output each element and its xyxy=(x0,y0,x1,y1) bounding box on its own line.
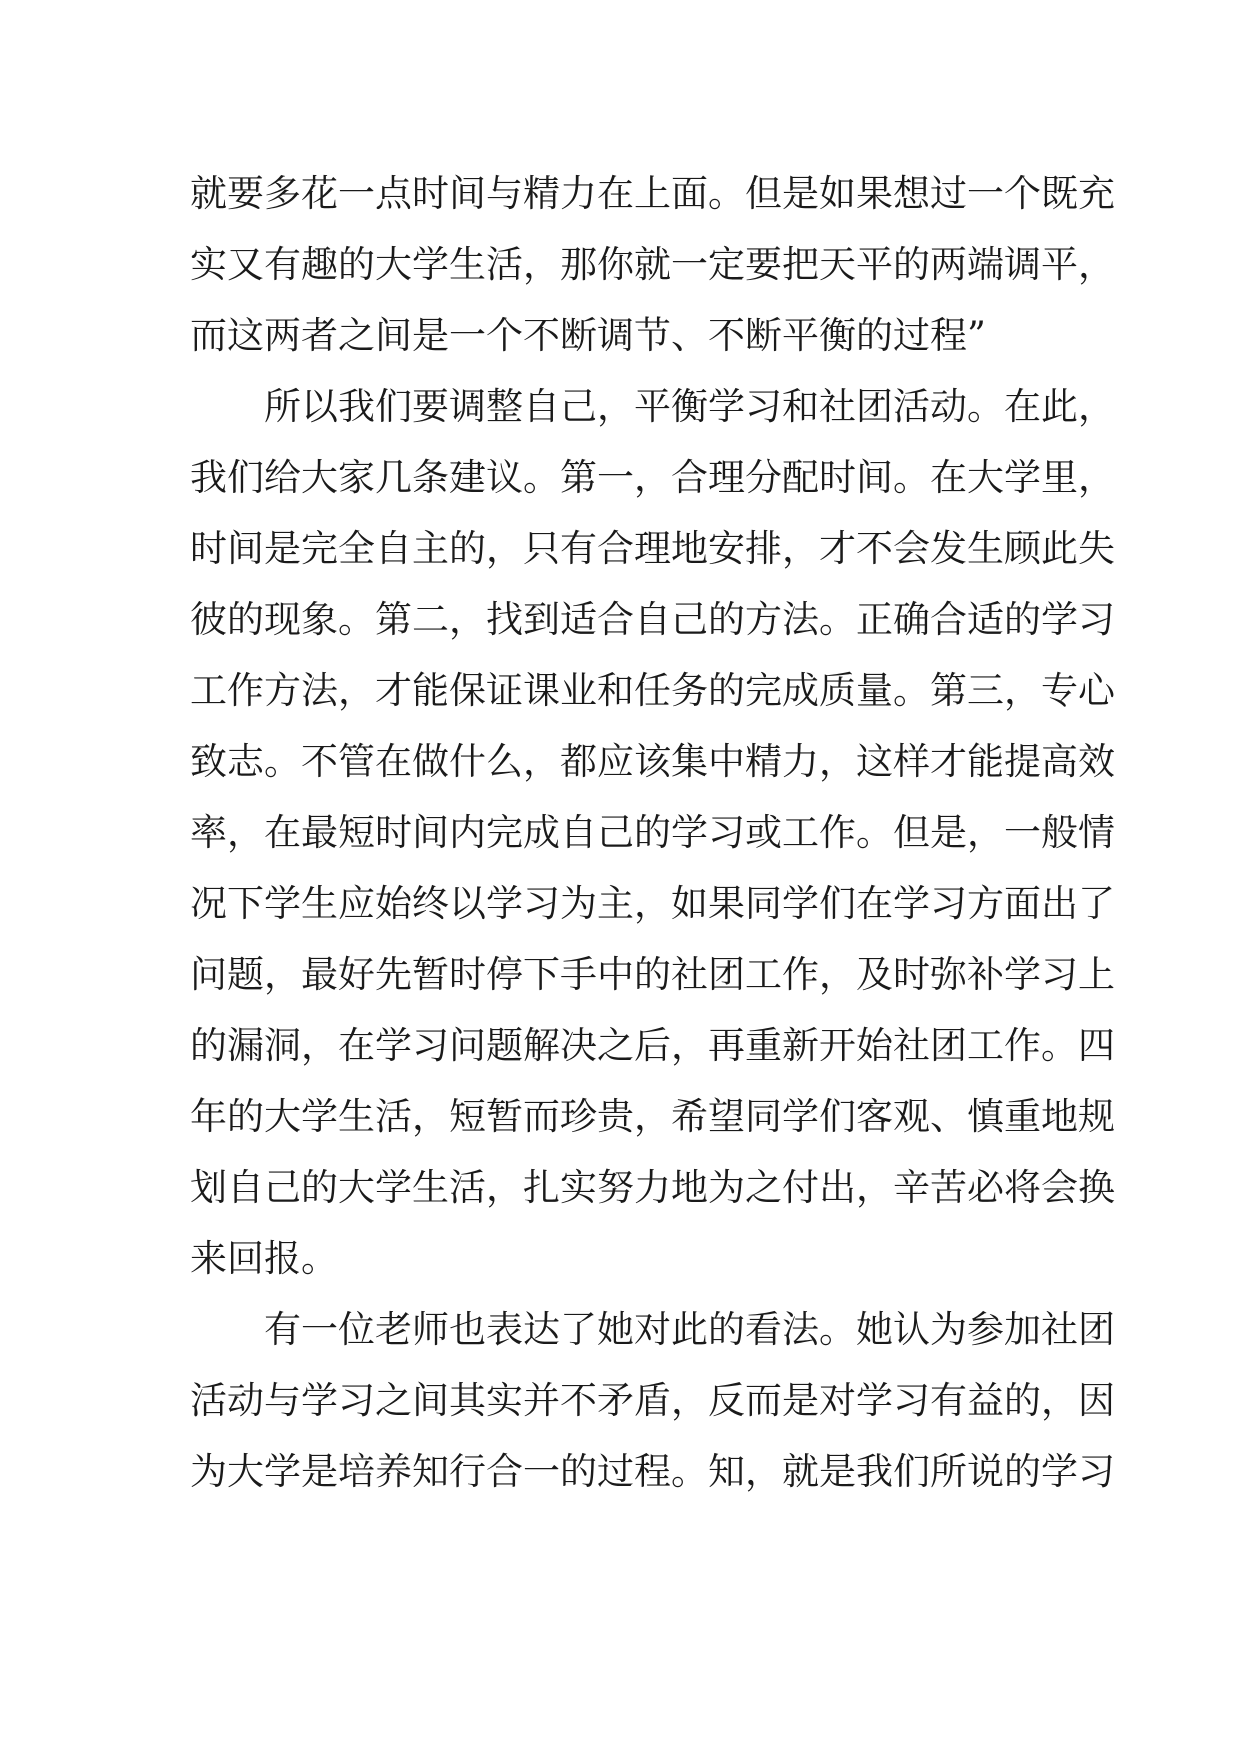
text-line: 为大学是培养知行合一的过程。知，就是我们所说的学习 xyxy=(190,1450,1115,1493)
text-line: 致志。不管在做什么，都应该集中精力，这样才能提高效 xyxy=(190,740,1115,783)
text-line: 率，在最短时间内完成自己的学习或工作。但是，一般情 xyxy=(190,811,1115,854)
text-line: 的漏洞，在学习问题解决之后，再重新开始社团工作。四 xyxy=(190,1024,1115,1067)
text-line: 我们给大家几条建议。第一，合理分配时间。在大学里， xyxy=(190,456,1115,499)
text-line: 有一位老师也表达了她对此的看法。她认为参加社团 xyxy=(264,1308,1115,1351)
text-line: 活动与学习之间其实并不矛盾，反而是对学习有益的，因 xyxy=(190,1379,1115,1422)
text-line: 工作方法，才能保证课业和任务的完成质量。第三，专心 xyxy=(190,669,1115,712)
text-line: 就要多花一点时间与精力在上面。但是如果想过一个既充 xyxy=(190,172,1115,215)
text-line: 实又有趣的大学生活，那你就一定要把天平的两端调平， xyxy=(190,243,1115,286)
text-line: 况下学生应始终以学习为主，如果同学们在学习方面出了 xyxy=(190,882,1115,925)
text-line: 问题，最好先暂时停下手中的社团工作，及时弥补学习上 xyxy=(190,953,1115,996)
paragraph-1 xyxy=(190,158,1115,371)
paragraph-3 xyxy=(190,1294,1115,1507)
text-line: 彼的现象。第二，找到适合自己的方法。正确合适的学习 xyxy=(190,598,1115,641)
text-line: 而这两者之间是一个不断调节、不断平衡的过程” xyxy=(190,314,986,357)
text-line: 时间是完全自主的，只有合理地安排，才不会发生顾此失 xyxy=(190,527,1115,570)
text-line: 来回报。 xyxy=(190,1237,338,1280)
text-line: 年的大学生活，短暂而珍贵，希望同学们客观、慎重地规 xyxy=(190,1095,1115,1138)
paragraph-2 xyxy=(190,371,1115,1294)
text-line: 所以我们要调整自己，平衡学习和社团活动。在此， xyxy=(264,385,1115,428)
document-body xyxy=(190,158,1115,1507)
text-line: 划自己的大学生活，扎实努力地为之付出，辛苦必将会换 xyxy=(190,1166,1115,1209)
